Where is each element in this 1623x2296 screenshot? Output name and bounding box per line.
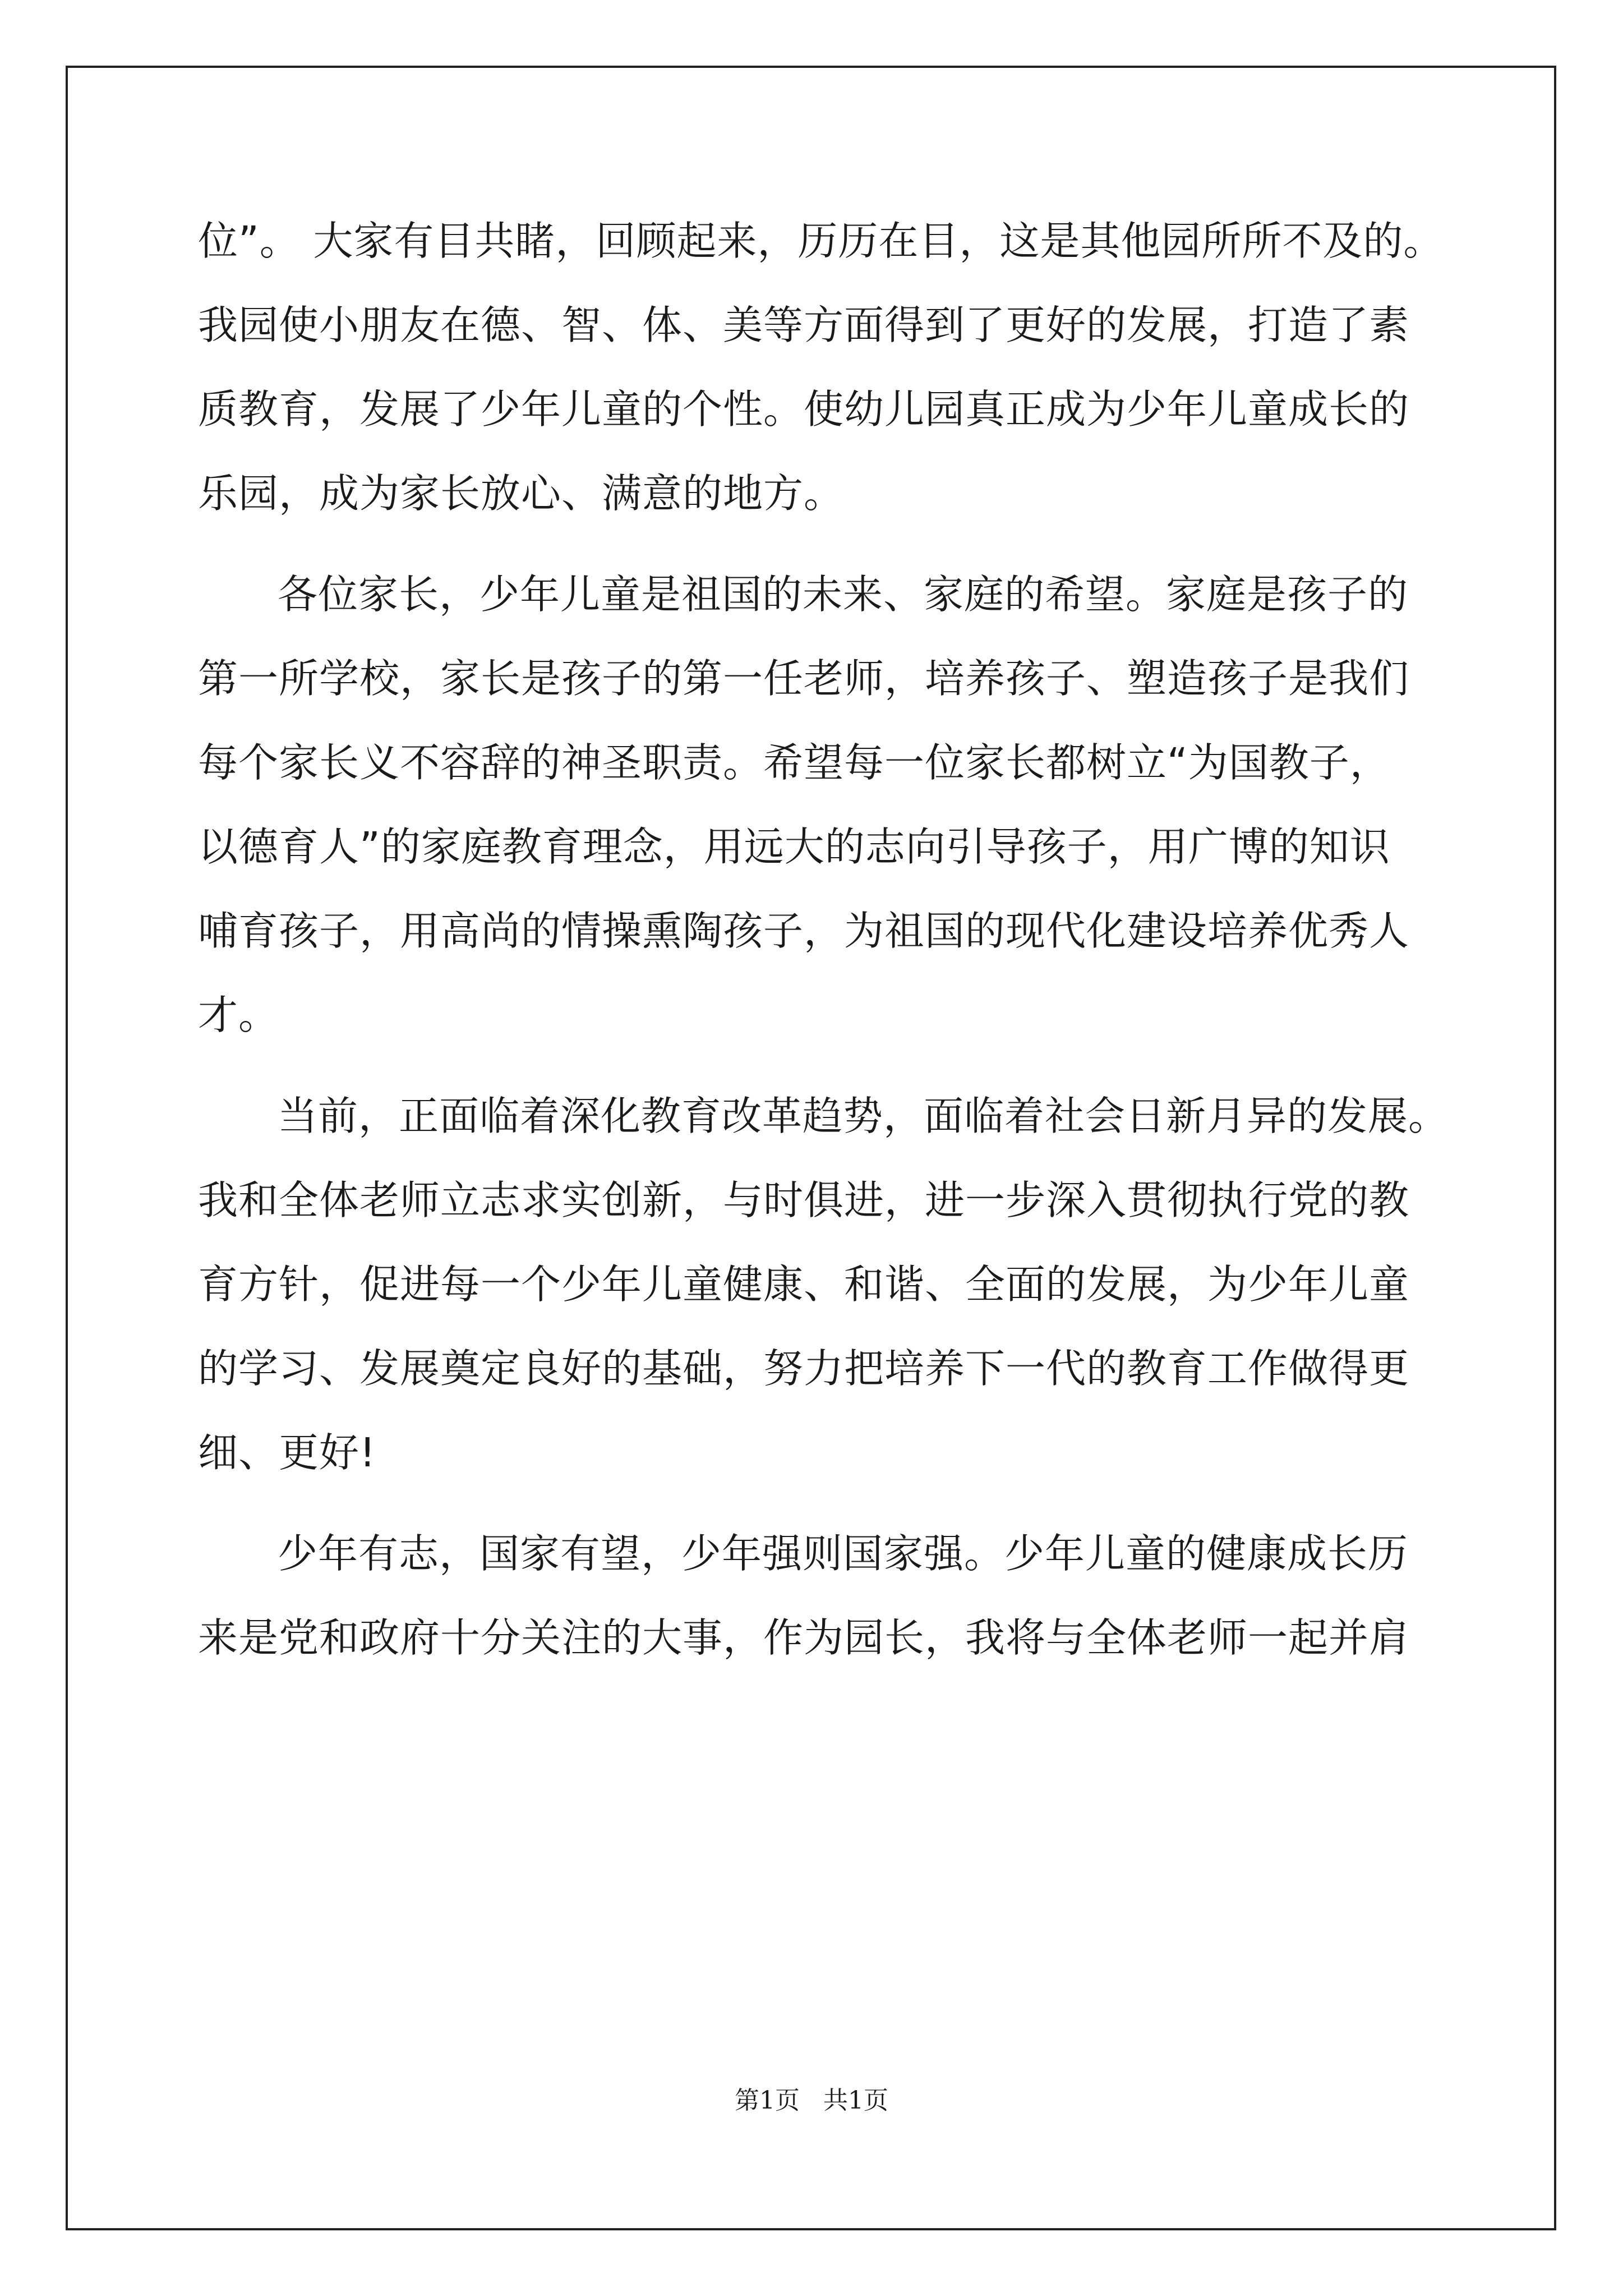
text-line: 各位家长，少年儿童是祖国的未来、家庭的希望。家庭是孩子的 bbox=[278, 571, 1409, 618]
text-line: 我园使小朋友在德、智、体、美等方面得到了更好的发展，打造了素 bbox=[198, 302, 1410, 348]
text-line: 位”。 大家有目共睹，回顾起来，历历在目，这是其他园所所不及的。 bbox=[198, 218, 1444, 264]
text-line: 质教育，发展了少年儿童的个性。使幼儿园真正成为少年儿童成长的 bbox=[198, 386, 1410, 432]
text-line: 乐园，成为家长放心、满意的地方。 bbox=[198, 470, 845, 517]
text-line: 以德育人”的家庭教育理念，用远大的志向引导孩子，用广博的知识 bbox=[198, 823, 1390, 870]
text-line: 我和全体老师立志求实创新，与时俱进，进一步深入贯彻执行党的教 bbox=[198, 1177, 1410, 1223]
text-line: 才。 bbox=[198, 992, 279, 1038]
page-number: 第1页 bbox=[735, 2086, 800, 2115]
text-line: 每个家长义不容辞的神圣职责。希望每一位家长都树立“为国教子， bbox=[198, 739, 1390, 786]
paragraph bbox=[198, 199, 1488, 536]
text-line: 当前，正面临着深化教育改革趋势，面临着社会日新月异的发展。 bbox=[278, 1093, 1449, 1139]
text-line: 来是党和政府十分关注的大事，作为园长，我将与全体老师一起并肩 bbox=[198, 1614, 1410, 1661]
page-total: 共1页 bbox=[823, 2086, 888, 2115]
text-line: 细、更好! bbox=[198, 1429, 376, 1476]
text-line: 的学习、发展奠定良好的基础，努力把培养下一代的教育工作做得更 bbox=[198, 1345, 1410, 1392]
page-footer bbox=[0, 2080, 1623, 2116]
text-line: 哺育孩子，用高尚的情操熏陶孩子，为祖国的现代化建设培养优秀人 bbox=[198, 908, 1410, 954]
paragraph bbox=[198, 1074, 1488, 1495]
text-line: 少年有志，国家有望，少年强则国家强。少年儿童的健康成长历 bbox=[278, 1530, 1409, 1577]
text-line: 育方针，促进每一个少年儿童健康、和谐、全面的发展，为少年儿童 bbox=[198, 1261, 1410, 1308]
text-line: 第一所学校，家长是孩子的第一任老师，培养孩子、塑造孩子是我们 bbox=[198, 655, 1410, 702]
document-body bbox=[198, 199, 1488, 1680]
paragraph bbox=[198, 1512, 1488, 1680]
paragraph bbox=[198, 553, 1488, 1057]
